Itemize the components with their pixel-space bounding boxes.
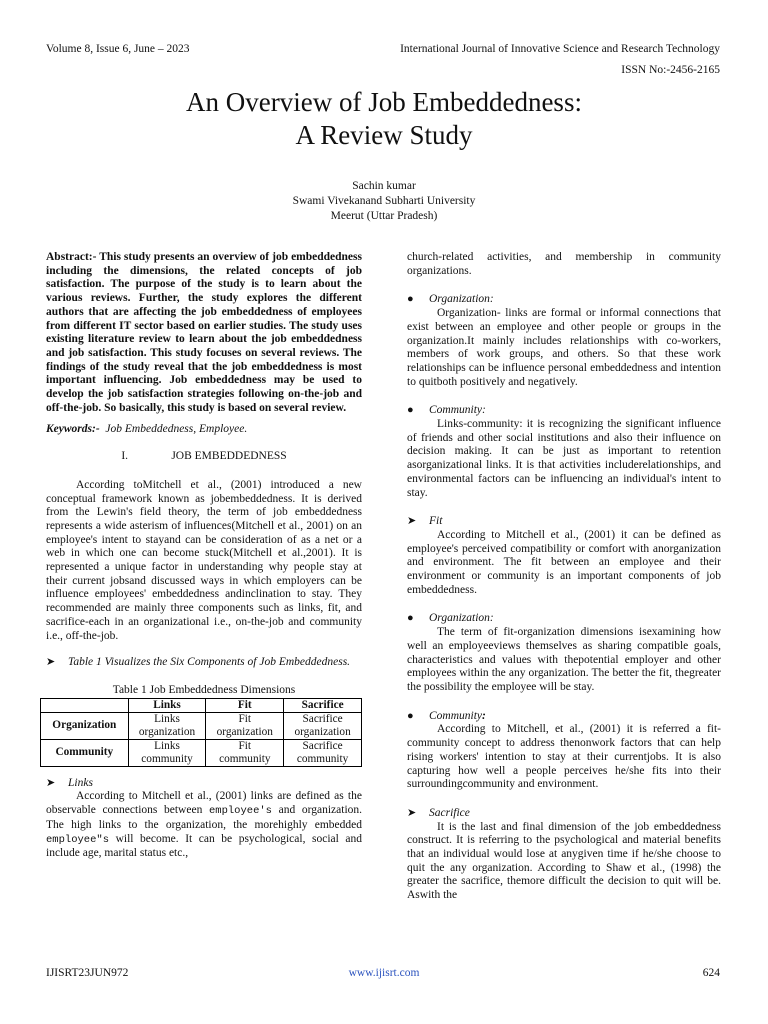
arrow-bullet-icon: ➤ bbox=[407, 515, 417, 528]
issn: ISSN No:-2456-2165 bbox=[621, 64, 720, 76]
right-column bbox=[407, 251, 721, 903]
cell-line: community bbox=[296, 752, 349, 765]
table-row-label: Community bbox=[41, 739, 129, 766]
organization-fit-paragraph: The term of fit-organization dimensions isexamining how well an employeeviews themselves as sharing compatible goals, characteristics and values with thepotential employer and other employees within the any organization. The better the fit, thegreater the possibility the employee will be stay. bbox=[407, 626, 721, 693]
community-fit-bullet bbox=[407, 710, 721, 724]
section-heading bbox=[46, 450, 362, 464]
section-paragraph: According toMitchell et al., (2001) introduced a new conceptual framework known as jobembeddedness. It is derived from the Lewin's field theory, the term of job embeddedness represents a wide asterism of influences(Mitchell et al., 2001) on an employee's intent to stayand can be consideration of as a net or a web in which one can become stuck(Mitchell et al.,2001). It is represented a unique factor in understanding why people stay at their current jobsand discussed ways in which employers can be influence employees' embeddedness andinclination to stay. They recommended are mainly three components such as links, fit, and sacrifice-each in an organizational i.e., on-the-job and community i.e., off-the-job. bbox=[46, 478, 362, 642]
table-caption: Table 1 Job Embeddedness Dimensions bbox=[112, 683, 296, 696]
cell-line: Fit bbox=[238, 739, 252, 752]
cell-line: community bbox=[141, 752, 193, 765]
table-cell bbox=[284, 712, 362, 739]
author-block bbox=[0, 179, 768, 224]
journal-name: International Journal of Innovative Science and Research Technology bbox=[400, 43, 720, 55]
cell-line: organization bbox=[138, 725, 196, 738]
sacrifice-bullet bbox=[407, 807, 721, 821]
community-paragraph: Links-community: it is recognizing the significant influence of friends and other social institutions and also their influence on decision making. It can be just as important to retention asorganizational links. It is that activities includerelationships, and environmental factors can be influencing an individual's intent to stay. bbox=[407, 418, 721, 499]
table-bullet-text: Table 1 Visualizes the Six Components of Job Embeddedness. bbox=[68, 656, 351, 669]
organization-fit-bullet bbox=[407, 612, 721, 626]
arrow-bullet-icon: ➤ bbox=[46, 656, 56, 669]
sacrifice-heading: Sacrifice bbox=[429, 806, 470, 819]
arrow-bullet-icon: ➤ bbox=[46, 776, 56, 789]
footer-paper-id: IJISRT23JUN972 bbox=[46, 967, 129, 979]
table-header-cell: Fit bbox=[206, 698, 284, 712]
organization-heading: Organization: bbox=[429, 293, 494, 306]
organization-paragraph: Organization- links are formal or informal connections that exist between an employee and other people or groups in the organization.It mainly includes relationships with co-workers, members of work groups, and others. So that these work relationships can be influence personal embeddedness and intention to quitboth positively and negatively. bbox=[407, 307, 721, 388]
cell-line: Fit bbox=[238, 712, 252, 725]
community-fit-colon: : bbox=[482, 709, 486, 722]
page-number: 624 bbox=[702, 967, 720, 979]
links-heading: Links bbox=[68, 776, 93, 789]
table-cell bbox=[206, 712, 284, 739]
author-affiliation: Swami Vivekanand Subharti University bbox=[292, 195, 476, 207]
fit-paragraph: According to Mitchell et al., (2001) it can be defined as employee's perceived compatibility or comfort with anorganization and environment. The fit between an employee and their environment or community is an important components of job embeddedness. bbox=[407, 528, 721, 596]
table-header-cell: Links bbox=[128, 698, 206, 712]
community-fit-paragraph: According to Mitchell, et al., (2001) it is referred a fit-community concept to address thenonwork factors that can help rising workers' intention to stay at their currentjobs. It is also capturing how well a people perceives he/she fits into their surroundingcommunity and environment. bbox=[407, 723, 721, 791]
links-paragraph bbox=[46, 790, 362, 861]
dot-bullet-icon: ● bbox=[407, 709, 414, 722]
links-text-b: and organization. The high links to the organization, the morehighly embedded bbox=[46, 804, 363, 831]
fit-heading: Fit bbox=[429, 515, 443, 528]
footer-url-link[interactable]: www.ijisrt.com bbox=[348, 967, 420, 979]
dot-bullet-icon: ● bbox=[407, 612, 414, 625]
paper-title bbox=[0, 86, 768, 152]
links-mono-1: employee's bbox=[208, 805, 272, 818]
arrow-bullet-icon: ➤ bbox=[407, 806, 417, 819]
links-text-c: will become. It can be psychological, social and include age, marital status etc., bbox=[46, 832, 362, 860]
table-cell bbox=[284, 739, 362, 766]
section-number: I. bbox=[121, 450, 129, 463]
organization-fit-heading: Organization: bbox=[429, 612, 494, 625]
sacrifice-paragraph: It is the last and final dimension of the job embeddedness construct. It is referring to the psychological and material benefits that an individual would lose at anygiven time if he/she choose to quit the any organization. According to Shaw et al., (1998) the greater the sacrifice, themore difficult the decision to quit will be. Aswith the bbox=[407, 820, 721, 902]
author-name: Sachin kumar bbox=[352, 180, 416, 192]
community-fit-heading-text: Community bbox=[429, 709, 483, 722]
dot-bullet-icon: ● bbox=[407, 404, 414, 417]
cell-line: organization bbox=[294, 725, 351, 738]
organization-bullet bbox=[407, 293, 721, 307]
community-bullet bbox=[407, 404, 721, 418]
community-fit-heading bbox=[429, 710, 721, 724]
cell-line: Links bbox=[154, 739, 180, 752]
links-mono-2: employee"s bbox=[46, 833, 110, 846]
table-row-label: Organization bbox=[41, 712, 129, 739]
cell-line: community bbox=[219, 752, 271, 765]
keywords-label: Keywords:- bbox=[46, 423, 100, 436]
table-bullet bbox=[46, 656, 362, 670]
continuation-paragraph: church-related activities, and membership in community organizations. bbox=[407, 251, 721, 277]
dot-bullet-icon: ● bbox=[407, 293, 414, 306]
title-line-2: A Review Study bbox=[295, 120, 473, 150]
links-bullet bbox=[46, 777, 362, 791]
table-header-row bbox=[41, 698, 362, 712]
table-cell bbox=[128, 739, 206, 766]
cell-line: Sacrifice bbox=[302, 739, 343, 752]
dimensions-table bbox=[40, 698, 362, 767]
table-header-cell bbox=[41, 698, 129, 712]
cell-line: organization bbox=[216, 725, 273, 738]
volume-info: Volume 8, Issue 6, June – 2023 bbox=[46, 43, 190, 55]
abstract: Abstract:- This study presents an overview of job embeddedness including the dimensions, the related concepts of job satisfaction. The purpose of the study is to learn about the various reviews. Further, the study explores the different authors that are affecting the job embeddedness of employees from different IT sector based on earlier studies. The study uses existing literature review to learn about the job embeddedness and job satisfaction. This study focuses on several reviews. The findings of the study reveal that the job embeddedness is most important influencing. Job embeddedness may be used to develop the job satisfaction strategies following on-the-job and off-the-job. So basically, this study is based on several review. bbox=[46, 251, 362, 414]
table-cell bbox=[128, 712, 206, 739]
author-location: Meerut (Uttar Pradesh) bbox=[330, 210, 438, 222]
community-heading: Community: bbox=[429, 404, 486, 417]
left-column bbox=[46, 251, 362, 861]
table-header-cell: Sacrifice bbox=[284, 698, 362, 712]
table-row bbox=[41, 739, 362, 766]
table-row bbox=[41, 712, 362, 739]
fit-bullet bbox=[407, 515, 721, 529]
section-title: JOB EMBEDDEDNESS bbox=[171, 450, 287, 463]
keywords bbox=[46, 423, 362, 437]
keywords-text: Job Embeddedness, Employee. bbox=[105, 423, 248, 436]
cell-line: Sacrifice bbox=[302, 712, 343, 725]
table-cell bbox=[206, 739, 284, 766]
cell-line: Links bbox=[154, 712, 180, 725]
title-line-1: An Overview of Job Embeddedness: bbox=[186, 87, 582, 117]
links-text-a: According to Mitchell et al., (2001) links are defined as the observable connections between bbox=[46, 790, 362, 817]
